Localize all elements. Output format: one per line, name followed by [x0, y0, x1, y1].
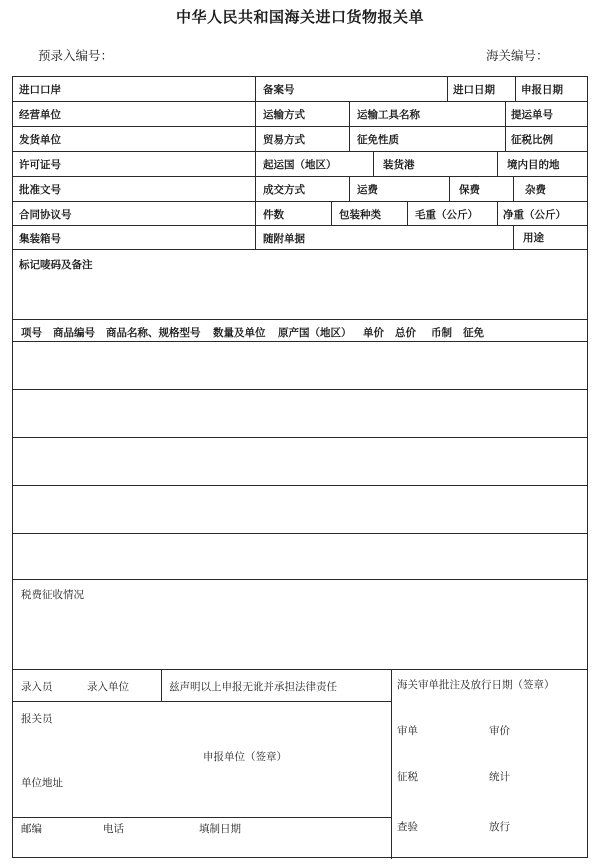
- price-review-label: 审价: [489, 725, 510, 737]
- origin-country-header: 原产国（地区）: [278, 327, 352, 339]
- postcode-label: 邮编: [21, 823, 42, 835]
- item-no-header: 项号: [21, 327, 42, 339]
- license-number-label: 许可证号: [19, 159, 61, 171]
- form-title: 中华人民共和国海关进口货物报关单: [175, 8, 424, 26]
- entry-unit-label: 录入单位: [87, 681, 129, 693]
- remarks-label: 标记唛码及备注: [19, 259, 93, 271]
- bill-of-lading-label: 提运单号: [511, 109, 553, 121]
- cell-divider: [255, 176, 256, 201]
- customs-broker-label: 报关员: [21, 713, 53, 725]
- exemption-nature-label: 征免性质: [357, 134, 399, 146]
- cell-divider: [255, 225, 256, 249]
- row-divider: [13, 151, 587, 152]
- release-label: 放行: [489, 821, 510, 833]
- cell-divider: [447, 77, 448, 101]
- row-divider: [13, 669, 587, 670]
- cell-divider: [255, 151, 256, 176]
- fill-date-label: 填制日期: [199, 823, 241, 835]
- package-type-label: 包装种类: [339, 209, 381, 221]
- domestic-destination-label: 境内目的地: [507, 159, 560, 171]
- import-date-label: 进口日期: [453, 84, 495, 96]
- net-weight-label: 净重（公斤）: [503, 209, 566, 221]
- cell-divider: [407, 201, 408, 225]
- cell-divider: [349, 101, 350, 126]
- phone-label: 电话: [103, 823, 124, 835]
- tax-ratio-label: 征税比例: [511, 134, 553, 146]
- cell-divider: [255, 101, 256, 126]
- freight-label: 运费: [357, 184, 378, 196]
- cell-divider: [515, 77, 516, 101]
- row-divider: [13, 176, 587, 177]
- cell-divider: [505, 126, 506, 151]
- tax-collection-label: 税费征收情况: [21, 589, 84, 601]
- shipping-unit-label: 发货单位: [19, 134, 61, 146]
- cell-divider: [449, 176, 450, 201]
- section-divider: [391, 669, 392, 859]
- approval-number-label: 批准文号: [19, 184, 61, 196]
- inspection-label: 查验: [397, 821, 418, 833]
- unit-price-header: 单价: [363, 327, 384, 339]
- cell-divider: [513, 176, 514, 201]
- operating-unit-label: 经营单位: [19, 109, 61, 121]
- row-divider: [13, 319, 587, 320]
- origin-country-label: 起运国（地区）: [263, 159, 337, 171]
- loading-port-label: 装货港: [383, 159, 415, 171]
- commodity-name-header: 商品名称、规格型号: [106, 327, 201, 339]
- cell-divider: [497, 201, 498, 225]
- row-divider: [13, 101, 587, 102]
- cell-divider: [161, 669, 162, 701]
- cell-divider: [349, 176, 350, 201]
- cell-divider: [331, 201, 332, 225]
- cell-divider: [255, 77, 256, 101]
- gross-weight-label: 毛重（公斤）: [415, 209, 478, 221]
- cell-divider: [255, 126, 256, 151]
- pre-entry-number-label: 预录入编号：: [38, 48, 114, 63]
- cell-divider: [373, 151, 374, 176]
- package-count-label: 件数: [263, 209, 284, 221]
- trade-mode-label: 贸易方式: [263, 134, 305, 146]
- row-divider: [13, 126, 587, 127]
- vehicle-name-label: 运输工具名称: [357, 109, 420, 121]
- row-divider: [13, 249, 587, 250]
- attached-documents-label: 随附单据: [263, 233, 305, 245]
- customs-approval-label: 海关审单批注及放行日期（签章）: [397, 679, 555, 691]
- entry-clerk-label: 录入员: [21, 681, 53, 693]
- row-divider: [13, 389, 587, 390]
- import-port-label: 进口口岸: [19, 84, 61, 96]
- transaction-mode-label: 成交方式: [263, 184, 305, 196]
- transport-mode-label: 运输方式: [263, 109, 305, 121]
- insurance-label: 保费: [459, 184, 480, 196]
- declaration-statement: 兹声明以上申报无讹并承担法律责任: [169, 681, 337, 693]
- row-divider: [13, 437, 587, 438]
- row-divider: [13, 701, 391, 702]
- customs-number-label: 海关编号：: [486, 48, 549, 63]
- cell-divider: [349, 126, 350, 151]
- declaration-date-label: 申报日期: [521, 84, 563, 96]
- row-divider: [13, 341, 587, 342]
- container-number-label: 集装箱号: [19, 233, 61, 245]
- row-divider: [13, 579, 587, 580]
- declaration-form: [12, 76, 588, 858]
- row-divider: [13, 201, 587, 202]
- tax-levy-label: 征税: [397, 771, 418, 783]
- statistics-label: 统计: [489, 771, 510, 783]
- commodity-code-header: 商品编号: [53, 327, 95, 339]
- cell-divider: [497, 151, 498, 176]
- record-number-label: 备案号: [263, 84, 295, 96]
- quantity-unit-header: 数量及单位: [213, 327, 266, 339]
- total-price-header: 总价: [395, 327, 416, 339]
- cell-divider: [255, 201, 256, 225]
- misc-fees-label: 杂费: [525, 184, 546, 196]
- row-divider: [13, 817, 391, 818]
- row-divider: [13, 533, 587, 534]
- contract-number-label: 合同协议号: [19, 209, 72, 221]
- exemption-header: 征免: [463, 327, 484, 339]
- row-divider: [13, 485, 587, 486]
- cell-divider: [505, 101, 506, 126]
- declaring-unit-seal-label: 申报单位（签章）: [203, 751, 287, 763]
- usage-label: 用途: [523, 232, 544, 244]
- unit-address-label: 单位地址: [21, 777, 63, 789]
- currency-header: 币制: [431, 327, 452, 339]
- cell-divider: [513, 225, 514, 249]
- row-divider: [13, 225, 587, 226]
- document-review-label: 审单: [397, 725, 418, 737]
